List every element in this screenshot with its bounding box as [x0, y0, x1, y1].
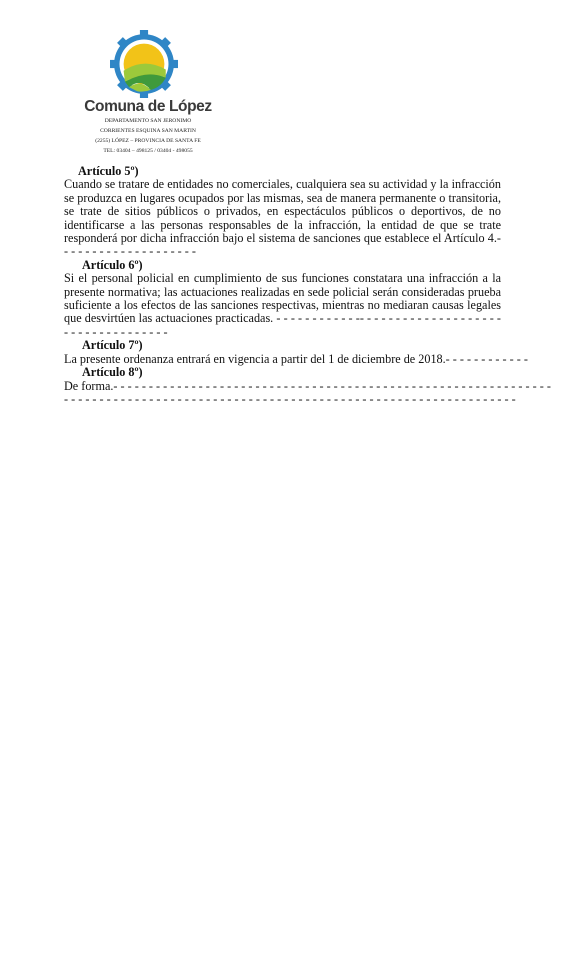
article-8-text: De forma.- - - - - - - - - - - - - - - - - - - - - - - - - - - - - - - - - - - - - - - - - - - - - - - - - - - - - - - - - - - - - - [64, 378, 551, 393]
letterhead [78, 30, 218, 160]
letterhead-department: DEPARTAMENTO SAN JERONIMO [104, 118, 192, 124]
document-body [64, 164, 551, 406]
article-8-heading: Artículo 8º) [82, 365, 143, 380]
article-7-text: La presente ordenanza entrará en vigencia a partir del 1 de diciembre de 2018.- - - - - - - - - - - - [64, 351, 528, 366]
article-7-heading: Artículo 7º) [82, 338, 143, 353]
letterhead-phone: TEL: 03404 – 498125 / 03404 - 498055 [103, 148, 193, 154]
article-6-text: Si el personal policial en cumplimiento de sus funciones constatara una infracción a la presente normativa; las actuaciones realizadas en sede policial serán consideradas prueba suficiente a los efectos de las sanciones respectivas, mientras no mediaran causas legales que desvirtúen las actuaciones practicadas. - - - - - - - - - - - -- - - - - - - - - - - - - - - - - - - - - - - - - - - - - - - - - - - [64, 271, 501, 339]
letterhead-name: Comuna de López [84, 98, 212, 115]
letterhead-city: (2255) LÓPEZ – PROVINCIA DE SANTA FE [95, 138, 201, 144]
article-5-text: Cuando se tratare de entidades no comerciales, cualquiera sea su actividad y la infracción se produzca en lugares ocupados por las mismas, sea de manera permanente o transitoria, se trate de sitios públicos o privados, en espectáculos públicos o deportivos, de no identificarse a las personas responsables de la infracción, la entidad de que se trate responderá por dicha infracción bajo el sistema de sanciones que establece el Artículo 4.- - - - - - - - - - - - - - - - - - - - [64, 177, 501, 259]
letterhead-address: CORRIENTES ESQUINA SAN MARTIN [100, 128, 196, 134]
article-8-dash-line: - - - - - - - - - - - - - - - - - - - - - - - - - - - - - - - - - - - - - - - - - - - - - - - - - - - - - - - - - - - - - - - - [64, 391, 516, 406]
article-6-heading: Artículo 6º) [82, 257, 143, 272]
article-5-heading: Artículo 5º) [78, 164, 139, 178]
comuna-logo-icon [110, 30, 178, 98]
